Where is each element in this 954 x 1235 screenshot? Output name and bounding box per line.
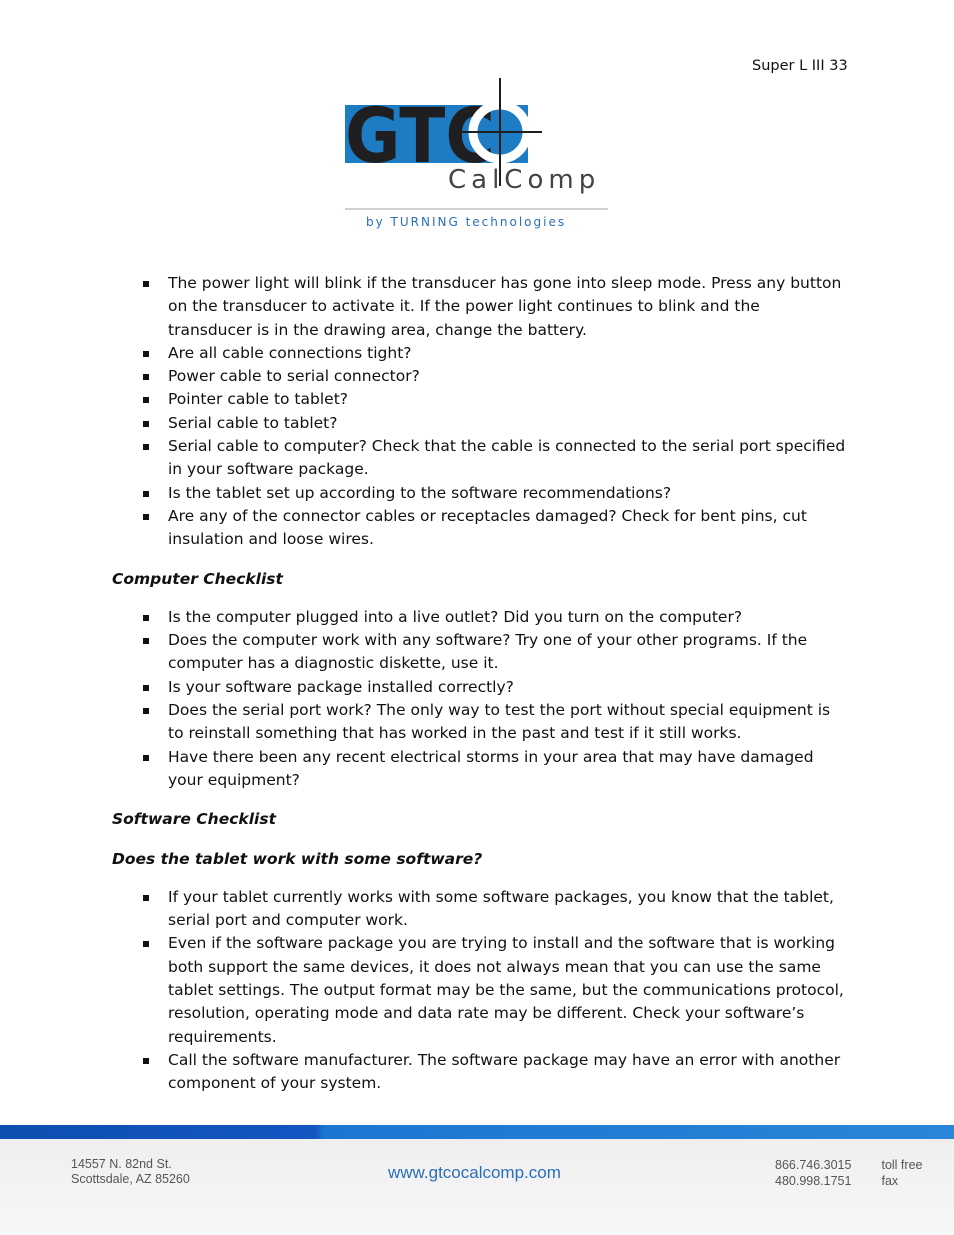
logo-brand-top: GTC	[345, 91, 495, 180]
logo-brand-bottom: CalComp	[448, 165, 601, 195]
list-item: Serial cable to computer? Check that the cable is connected to the serial port specified in your software package.	[168, 435, 847, 482]
intro-list	[112, 272, 847, 552]
address-line: 14557 N. 82nd St.	[71, 1157, 172, 1171]
footer	[0, 1139, 954, 1235]
footer-phones	[775, 1157, 922, 1189]
toll-free-number: 866.746.3015	[775, 1158, 852, 1172]
software-checklist-subheading: Does the tablet work with some software?	[112, 849, 483, 868]
page-number: Super L III 33	[752, 58, 848, 74]
list-item: If your tablet currently works with some software packages, you know that the tablet, serial port and computer work.	[168, 886, 847, 933]
computer-checklist-heading: Computer Checklist	[112, 569, 283, 588]
address-line: Scottsdale, AZ 85260	[71, 1172, 190, 1186]
list-item: Even if the software package you are trying to install and the software that is working both support the same devices, it does not always mean that you can use the same tablet settings. The output format may be the same, but the communications protocol, resolution, operating mode and data rate may be different. Check your software’s requirements.	[168, 932, 847, 1048]
list-item: Is the computer plugged into a live outlet? Did you turn on the computer?	[168, 606, 847, 629]
list-item: Serial cable to tablet?	[168, 412, 847, 435]
list-item: The power light will blink if the transducer has gone into sleep mode. Press any button on the transducer to activate it. If the power light continues to blink and the transducer is in the drawing area, change the battery.	[168, 272, 847, 342]
list-item: Have there been any recent electrical storms in your area that may have damaged your equipment?	[168, 746, 847, 793]
computer-checklist	[112, 606, 847, 792]
list-item: Are all cable connections tight?	[168, 342, 847, 365]
fax-number: 480.998.1751	[775, 1174, 852, 1188]
fax-label: fax	[881, 1174, 899, 1188]
list-item: Pointer cable to tablet?	[168, 388, 847, 411]
list-item: Is your software package installed correctly?	[168, 676, 847, 699]
gtco-calcomp-logo	[342, 78, 612, 238]
software-checklist	[112, 886, 847, 1096]
list-item: Call the software manufacturer. The software package may have an error with another component of your system.	[168, 1049, 847, 1096]
list-item: Does the computer work with any software? Try one of your other programs. If the computer has a diagnostic diskette, use it.	[168, 629, 847, 676]
software-checklist-heading: Software Checklist	[112, 810, 276, 829]
list-item: Does the serial port work? The only way to test the port without special equipment is to reinstall something that has worked in the past and test if it still works.	[168, 699, 847, 746]
list-item: Power cable to serial connector?	[168, 365, 847, 388]
toll-free-label: toll free	[881, 1158, 923, 1172]
footer-address	[71, 1157, 190, 1187]
footer-website-link[interactable]: www.gtcocalcomp.com	[388, 1163, 561, 1182]
footer-color-bar	[0, 1125, 954, 1139]
list-item: Is the tablet set up according to the software recommendations?	[168, 482, 847, 505]
list-item: Are any of the connector cables or receptacles damaged? Check for bent pins, cut insulation and loose wires.	[168, 505, 847, 552]
logo-tagline: by TURNING technologies	[366, 215, 567, 229]
document-body	[112, 272, 847, 1096]
